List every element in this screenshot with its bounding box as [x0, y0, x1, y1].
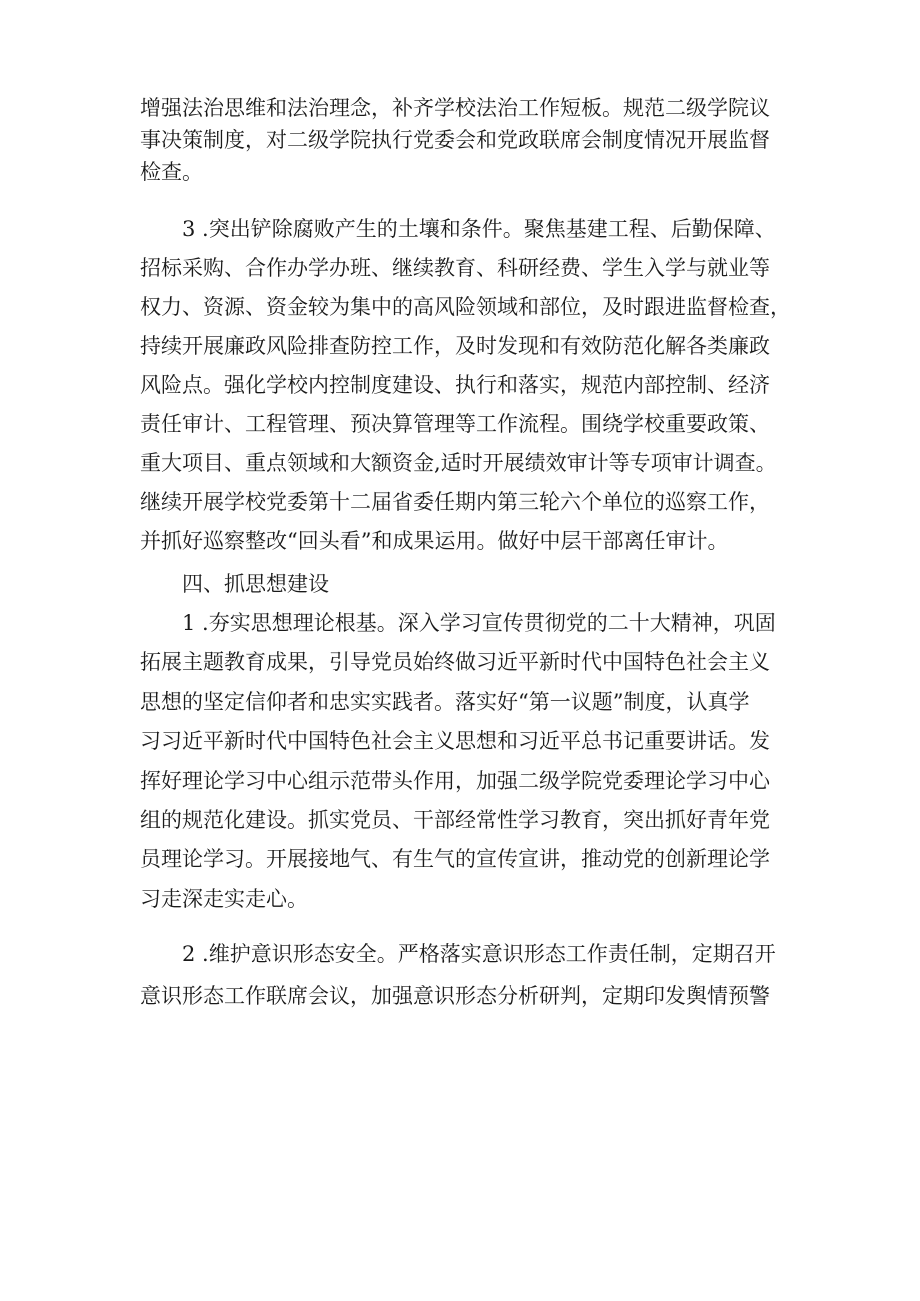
text-line: 继续开展学校党委第十二届省委任期内第三轮六个单位的巡察工作，	[140, 490, 770, 514]
text-line: 习走深走实走心。	[140, 886, 308, 911]
text-line: 3 .突出铲除腐败产生的土壤和条件。聚焦基建工程、后勤保障、	[182, 217, 776, 241]
document-body	[140, 92, 800, 1017]
section-heading-4	[140, 564, 800, 604]
text-line: 风险点。强化学校内控制度建设、执行和落实，规范内部控制、经济	[140, 373, 770, 397]
text-line: 权力、资源、资金较为集中的高风险领域和部位，及时跟进监督检查，	[140, 295, 791, 319]
text-line: 事决策制度，对二级学院执行党委会和党政联席会制度情况开展监督	[140, 128, 770, 152]
text-line: 责任审计、工程管理、预决算管理等工作流程。围绕学校重要政策、	[140, 412, 770, 436]
paragraph-3	[140, 210, 800, 561]
text-line: 重大项目、重点领域和大额资金,适时开展绩效审计等专项审计调查。	[140, 451, 777, 475]
text-line: 增强法治思维和法治理念，补齐学校法治工作短板。规范二级学院议	[140, 96, 770, 120]
text-line: 2 .维护意识形态安全。严格落实意识形态工作责任制，定期召开	[182, 942, 776, 967]
text-line: 并抓好巡察整改“回头看”和成果运用。做好中层干部离任审计。	[140, 529, 729, 553]
text-line: 组的规范化建设。抓实党员、干部经常性学习教育，突出抓好青年党	[140, 808, 770, 833]
paragraph-4-1	[140, 604, 800, 919]
text-line: 招标采购、合作办学办班、继续教育、科研经费、学生入学与就业等	[140, 256, 770, 280]
text-line: 1 .夯实思想理论根基。深入学习宣传贯彻党的二十大精神，巩固	[182, 611, 776, 635]
heading-text: 四、抓思想建设	[182, 572, 329, 596]
text-line: 员理论学习。开展接地气、有生气的宣传宣讲，推动党的创新理论学	[140, 847, 770, 872]
paragraph-4-2	[140, 933, 800, 1017]
text-line: 思想的坚定信仰者和忠实实践者。落实好“第一议题”制度，认真学	[140, 689, 750, 714]
text-line: 意识形态工作联席会议，加强意识形态分析研判，定期印发舆情预警	[140, 984, 770, 1009]
text-line: 检查。	[140, 160, 203, 184]
text-line: 拓展主题教育成果，引导党员始终做习近平新时代中国特色社会主义	[140, 650, 770, 675]
text-line: 习习近平新时代中国特色社会主义思想和习近平总书记重要讲话。发	[140, 729, 770, 754]
text-line: 持续开展廉政风险排查防控工作，及时发现和有效防范化解各类廉政	[140, 334, 770, 358]
paragraph-continued	[140, 92, 800, 188]
text-line: 挥好理论学习中心组示范带头作用，加强二级学院党委理论学习中心	[140, 768, 770, 793]
